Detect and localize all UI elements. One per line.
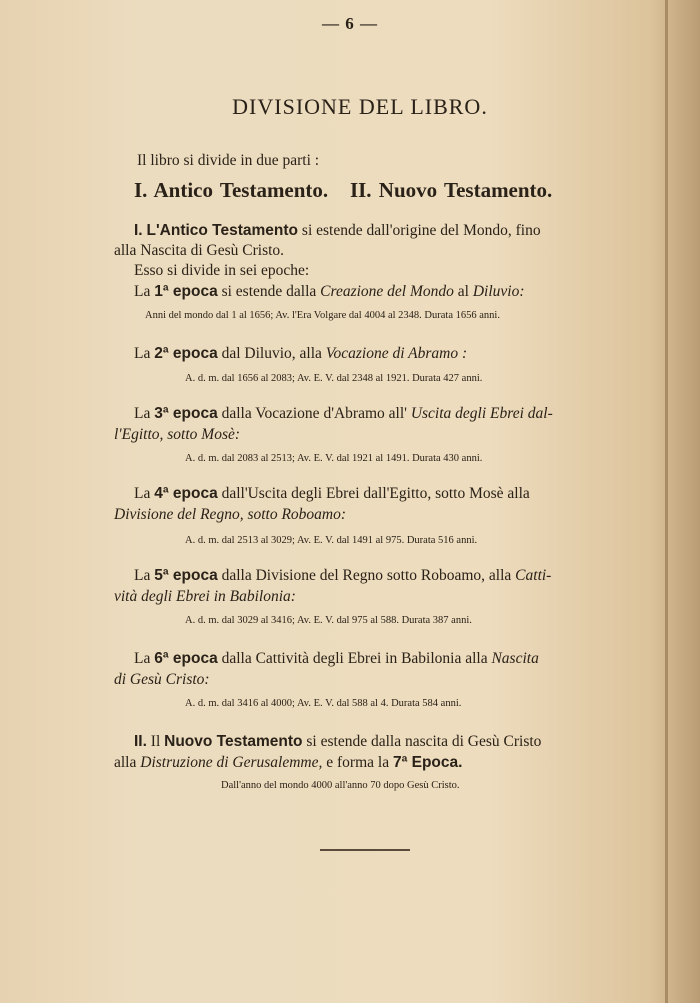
epoch-2-italic: Vocazione di Abramo : xyxy=(325,345,468,362)
new-testament-line1 xyxy=(134,733,541,751)
epoch-2-prefix: La xyxy=(134,345,155,362)
epoch-3-note: A. d. m. dal 2083 al 2513; Av. E. V. dal 1921 al 1491. Durata 430 anni. xyxy=(185,453,483,464)
new-testament-line2 xyxy=(114,754,462,772)
ot-numeral: I. xyxy=(134,222,143,239)
epoch-1-note: Anni del mondo dal 1 al 1656; Av. l'Era Volgare dal 4004 al 2348. Durata 1656 anni. xyxy=(145,310,500,321)
epoch-3-line2-text: l'Egitto, sotto Mosè: xyxy=(114,426,241,443)
end-rule xyxy=(320,849,410,851)
epoch-5-line2-text: vità degli Ebrei in Babilonia: xyxy=(114,588,296,605)
epoch-3-label: 3ª epoca xyxy=(154,405,218,422)
nt-epoch: 7ª Epoca. xyxy=(392,754,463,771)
epoch-1-text2: al xyxy=(453,283,473,300)
epoch-4-label: 4ª epoca xyxy=(154,485,218,502)
epoch-4 xyxy=(134,485,530,503)
nt-pre: Il xyxy=(150,733,161,750)
epoch-6-label: 6ª epoca xyxy=(154,650,218,667)
intro-text: Il libro si divide in due parti : xyxy=(137,152,320,169)
epoch-2-text: dal Diluvio, alla xyxy=(217,345,326,362)
epoch-1 xyxy=(134,283,525,301)
nt-numeral: II. xyxy=(134,733,147,750)
epoch-4-note: A. d. m. dal 2513 al 3029; Av. E. V. dal 1491 al 975. Durata 516 anni. xyxy=(185,535,478,546)
epoch-5-italic: Catti- xyxy=(515,567,552,584)
epoch-5-prefix: La xyxy=(134,567,155,584)
epoch-6-text: dalla Cattività degli Ebrei in Babilonia alla xyxy=(217,650,492,667)
epoch-3-line2 xyxy=(114,426,240,444)
part-two: II. Nuovo Testamento. xyxy=(349,178,553,202)
epoch-6-prefix: La xyxy=(134,650,155,667)
epoch-1-text: si estende dalla xyxy=(217,283,321,300)
nt-pre2: alla xyxy=(114,754,137,771)
epoch-2 xyxy=(134,345,467,363)
old-testament-line1 xyxy=(134,222,541,240)
epoch-6-italic: Nascita xyxy=(491,650,539,667)
epoch-6-note: A. d. m. dal 3416 al 4000; Av. E. V. dal 588 al 4. Durata 584 anni. xyxy=(185,698,462,709)
epoch-3-prefix: La xyxy=(134,405,155,422)
epoch-3 xyxy=(134,405,553,423)
epoch-5 xyxy=(134,567,551,585)
ot-text1: si estende dall'origine del Mondo, fino xyxy=(301,222,541,239)
epoch-5-text: dalla Divisione del Regno sotto Roboamo, alla xyxy=(217,567,516,584)
ot-name: L'Antico Testamento xyxy=(146,222,299,239)
page-title: DIVISIONE DEL LIBRO. xyxy=(232,94,488,119)
nt-text2: e forma la xyxy=(326,754,390,771)
epoch-1-italic: Creazione del Mondo xyxy=(320,283,454,300)
page-number: — 6 — xyxy=(322,14,378,33)
ot-divides: Esso si divide in sei epoche: xyxy=(134,262,310,279)
page-fold xyxy=(665,0,668,1003)
parts-heading xyxy=(134,178,552,203)
nt-name: Nuovo Testamento xyxy=(164,733,303,750)
nt-text1: si estende dalla nascita di Gesù Cristo xyxy=(306,733,542,750)
epoch-1-label: 1ª epoca xyxy=(154,283,218,300)
epoch-6-line2 xyxy=(114,671,210,689)
epoch-5-label: 5ª epoca xyxy=(154,567,218,584)
nt-italic: Distruzione di Gerusalemme, xyxy=(140,754,323,771)
epoch-1-prefix: La xyxy=(134,283,155,300)
epoch-3-italic: Uscita degli Ebrei dal- xyxy=(410,405,553,422)
epoch-6 xyxy=(134,650,539,668)
epoch-5-line2 xyxy=(114,588,296,606)
epoch-4-line2 xyxy=(114,506,346,524)
epoch-4-prefix: La xyxy=(134,485,155,502)
epoch-2-note: A. d. m. dal 1656 al 2083; Av. E. V. dal 2348 al 1921. Durata 427 anni. xyxy=(185,373,483,384)
epoch-2-label: 2ª epoca xyxy=(154,345,218,362)
epoch-4-text: dall'Uscita degli Ebrei dall'Egitto, sotto Mosè alla xyxy=(217,485,530,502)
epoch-1-italic2: Diluvio: xyxy=(472,283,525,300)
epoch-4-line2-text: Divisione del Regno, sotto Roboamo: xyxy=(114,506,347,523)
epoch-3-text: dalla Vocazione d'Abramo all' xyxy=(217,405,411,422)
epoch-5-note: A. d. m. dal 3029 al 3416; Av. E. V. dal 975 al 588. Durata 387 anni. xyxy=(185,615,472,626)
part-one: I. Antico Testamento. xyxy=(134,178,329,202)
nt-note: Dall'anno del mondo 4000 all'anno 70 dopo Gesù Cristo. xyxy=(221,780,460,791)
ot-text2: alla Nascita di Gesù Cristo. xyxy=(114,242,285,259)
epoch-6-line2-text: di Gesù Cristo: xyxy=(114,671,210,688)
